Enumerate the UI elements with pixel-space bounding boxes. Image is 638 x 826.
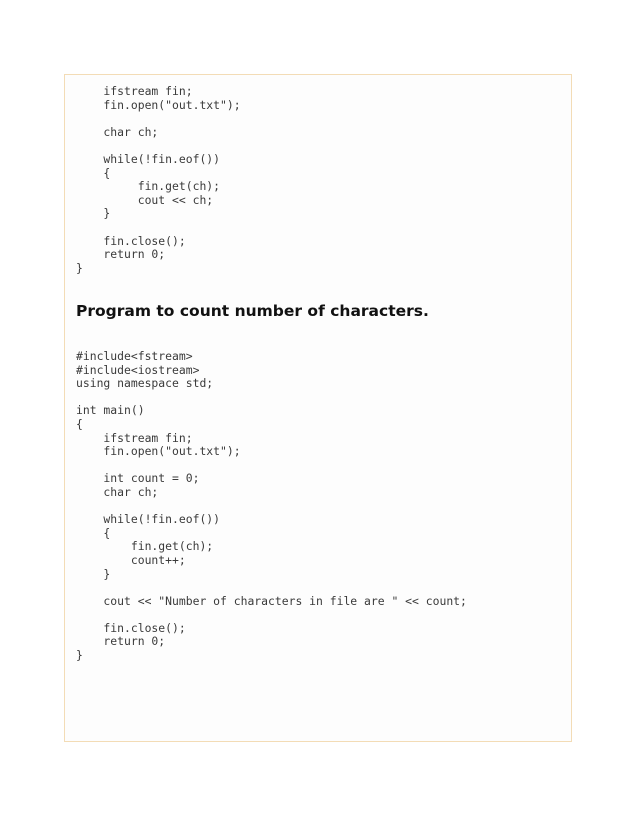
code-block-read-file <box>76 85 241 275</box>
code-line: int main() <box>76 403 145 418</box>
code-line <box>76 581 467 595</box>
code-line: ifstream fin; <box>76 84 193 98</box>
code-line <box>76 608 467 622</box>
code-line: fin.close(); <box>76 620 186 635</box>
code-document-panel <box>64 74 572 742</box>
code-line: while(!fin.eof()) <box>76 512 221 527</box>
code-line: return 0; <box>76 247 166 262</box>
code-line: fin.get(ch); <box>76 179 221 194</box>
code-line: char ch; <box>76 124 159 139</box>
code-line: using namespace std; <box>76 376 214 391</box>
code-line: { <box>76 525 111 540</box>
code-line <box>76 459 467 473</box>
code-line: } <box>76 260 83 275</box>
code-line: ifstream fin; <box>76 430 193 445</box>
code-line: char ch; <box>76 484 159 499</box>
code-line: } <box>76 648 83 663</box>
code-line <box>76 500 467 514</box>
code-line <box>76 391 467 405</box>
code-line <box>76 221 241 235</box>
code-line: } <box>76 566 111 581</box>
code-line: fin.get(ch); <box>76 539 214 554</box>
code-line: fin.open("out.txt"); <box>76 97 241 112</box>
code-line: count++; <box>76 552 186 567</box>
code-line <box>76 112 241 126</box>
code-line: cout << ch; <box>76 192 214 207</box>
code-line: int count = 0; <box>76 471 200 486</box>
code-line: } <box>76 206 111 221</box>
code-line: return 0; <box>76 634 166 649</box>
code-line: { <box>76 416 83 431</box>
code-line: fin.open("out.txt"); <box>76 444 241 459</box>
code-line: { <box>76 165 111 180</box>
code-line: fin.close(); <box>76 233 186 248</box>
code-line: #include<iostream> <box>76 362 200 377</box>
code-line: cout << "Number of characters in file are " << count; <box>76 593 467 608</box>
code-line: while(!fin.eof()) <box>76 151 221 166</box>
code-line: #include<fstream> <box>76 349 193 363</box>
section-heading: Program to count number of characters. <box>76 302 429 320</box>
code-line <box>76 139 241 153</box>
code-block-count-characters <box>76 350 467 663</box>
